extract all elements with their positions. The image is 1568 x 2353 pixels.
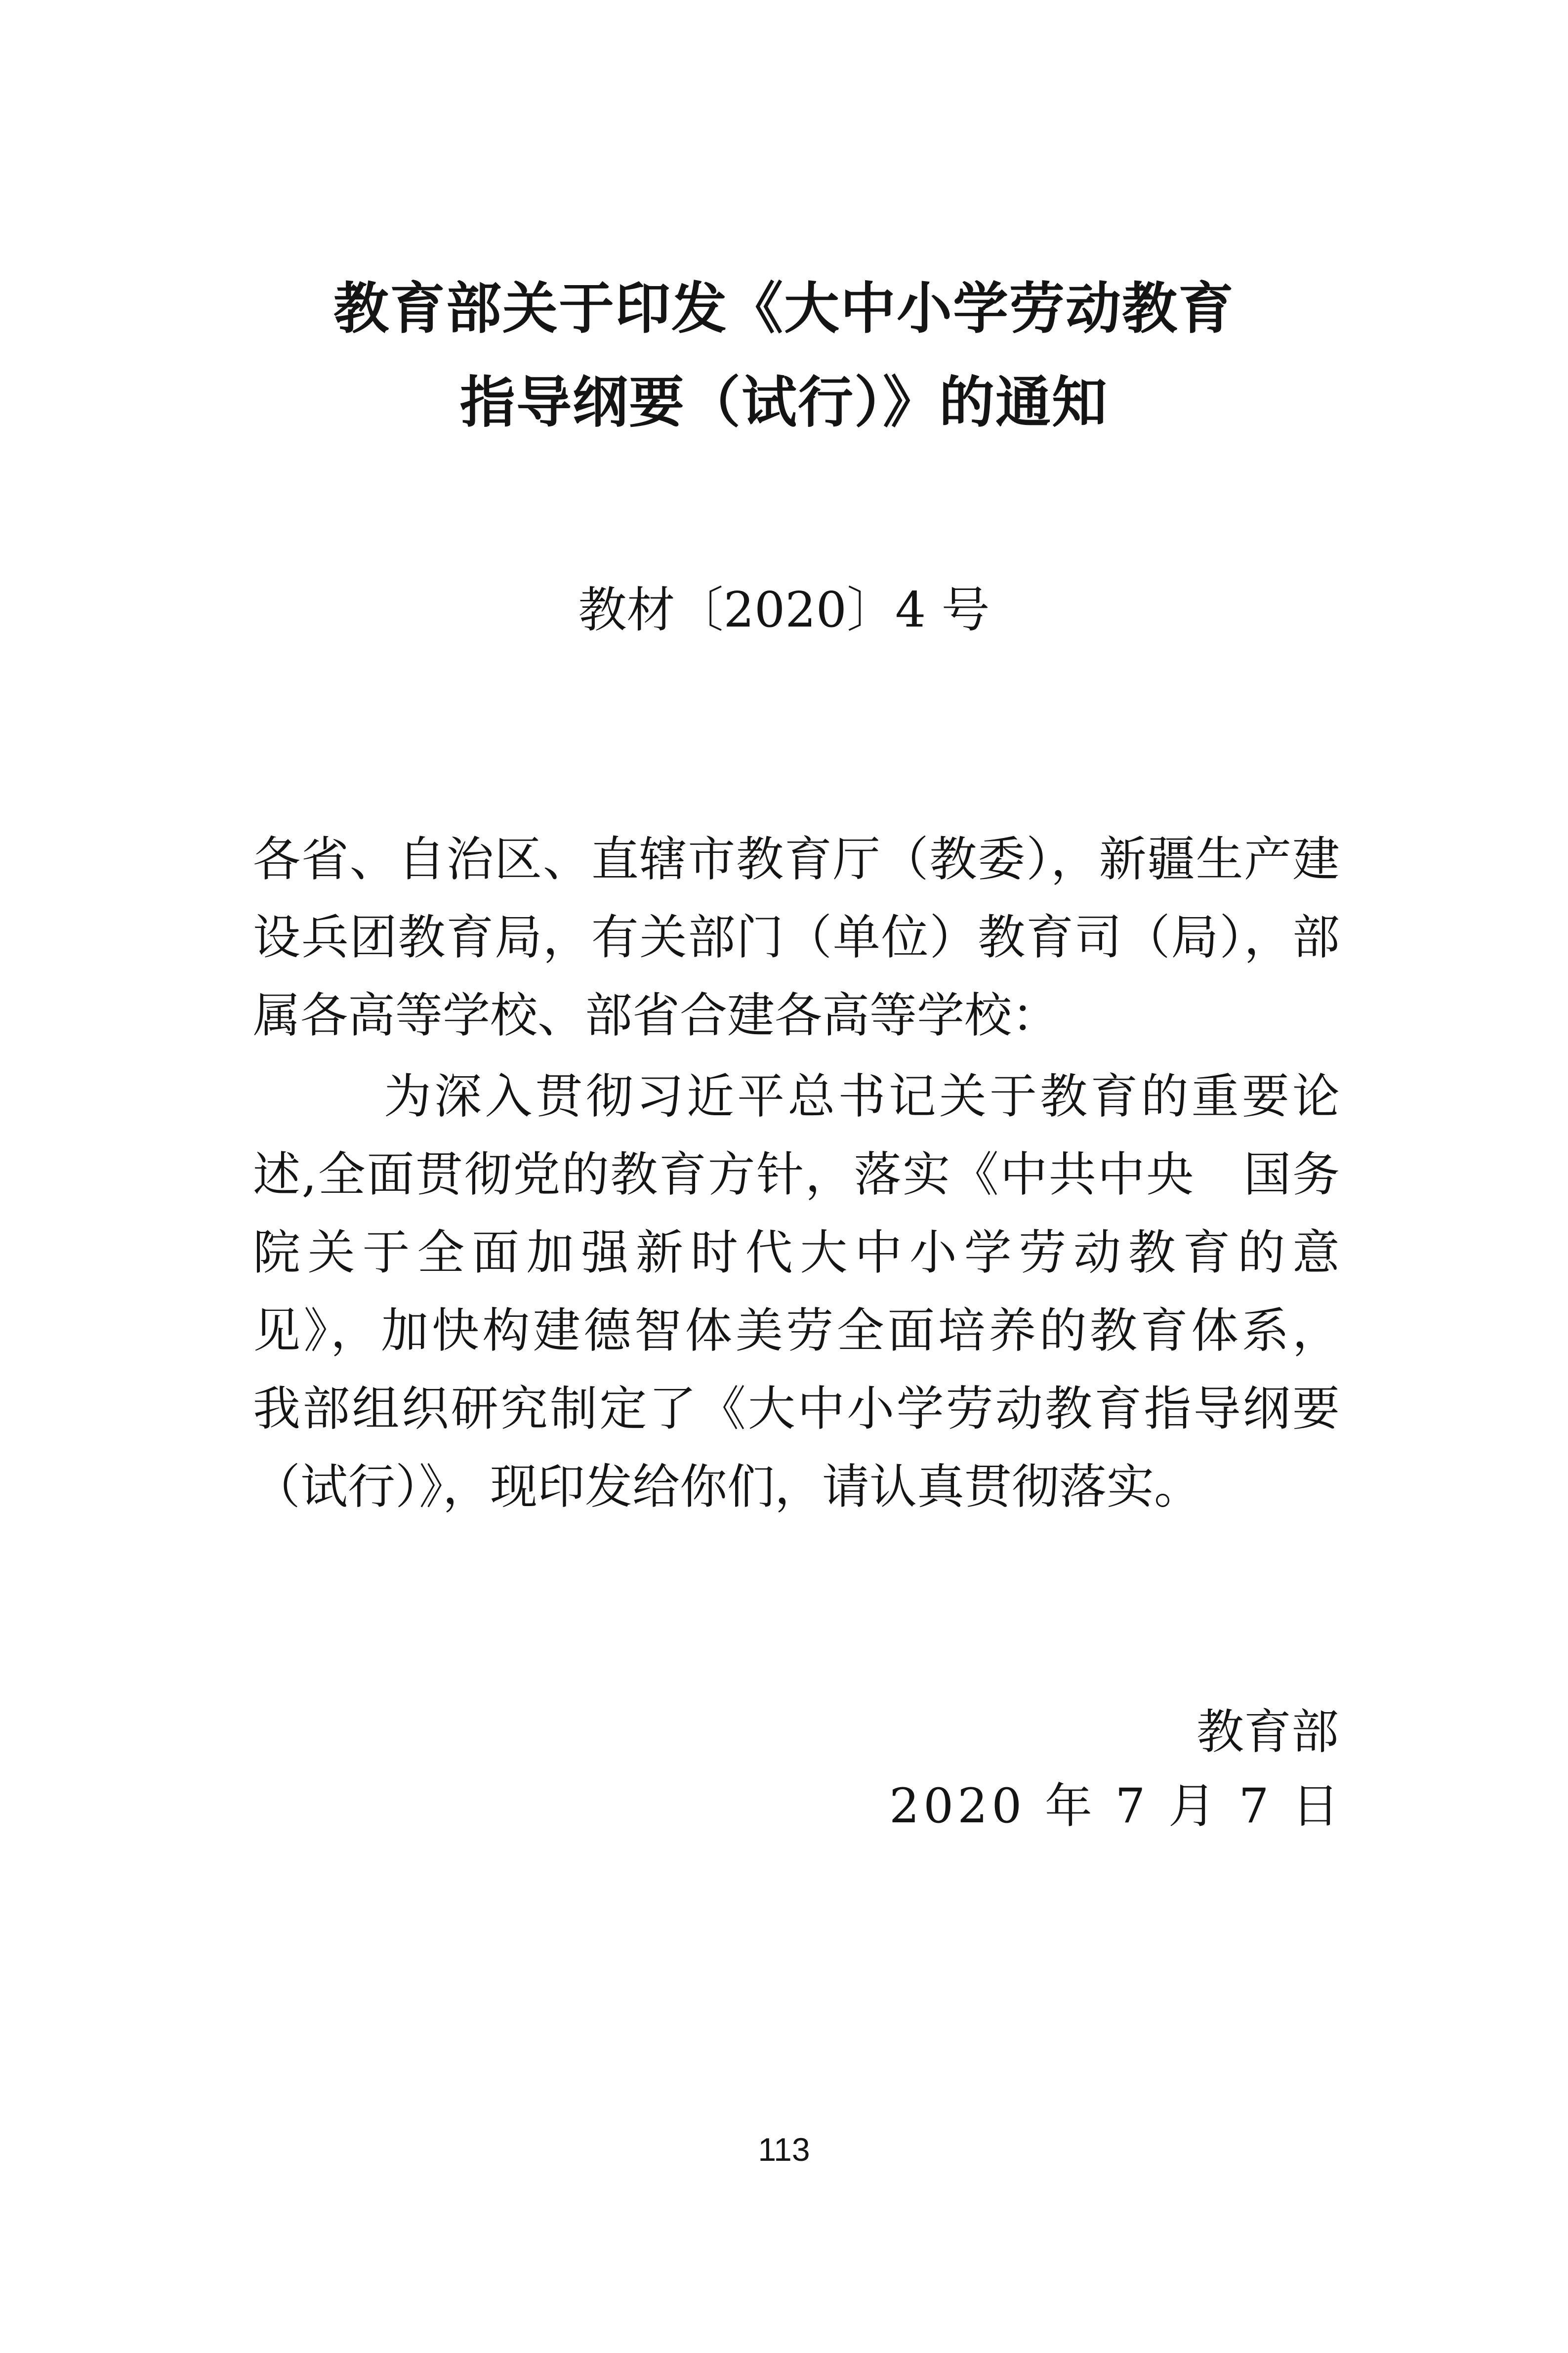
addressee-line: 设兵团教育局，有关部门（单位）教育司（局），部 — [253, 910, 1340, 965]
title-line-2: 指导纲要（试行）》的通知 — [460, 371, 1108, 435]
issuer-signature: 教育部 — [1197, 1704, 1339, 1760]
page-number: 113 — [758, 2131, 810, 2168]
body-line: 见》，加快构建德智体美劳全面培养的教育体系， — [253, 1303, 1340, 1358]
title-line-1: 教育部关于印发《大中小学劳动教育 — [333, 277, 1235, 341]
body-paragraph — [253, 1057, 1340, 1526]
body-line: 院关于全面加强新时代大中小学劳动教育的意 — [253, 1225, 1340, 1280]
issue-date: 2020 年 7 月 7 日 — [889, 1778, 1344, 1834]
body-line: 为深入贯彻习近平总书记关于教育的重要论 — [384, 1069, 1340, 1124]
addressee-block — [253, 820, 1340, 1054]
addressee-line: 各省、自治区、直辖市教育厅（教委），新疆生产建 — [253, 832, 1340, 887]
addressee-line: 属各高等学校、部省合建各高等学校： — [253, 988, 1059, 1043]
document-number: 教材〔2020〕4 号 — [578, 582, 990, 638]
body-line: （试行）》，现印发给你们，请认真贯彻落实。 — [253, 1459, 1201, 1514]
body-line: 我部组织研究制定了《大中小学劳动教育指导纲要 — [253, 1381, 1340, 1436]
body-line: 述,全面贯彻党的教育方针，落实《中共中央 国务 — [253, 1147, 1340, 1202]
document-title — [0, 262, 1568, 450]
